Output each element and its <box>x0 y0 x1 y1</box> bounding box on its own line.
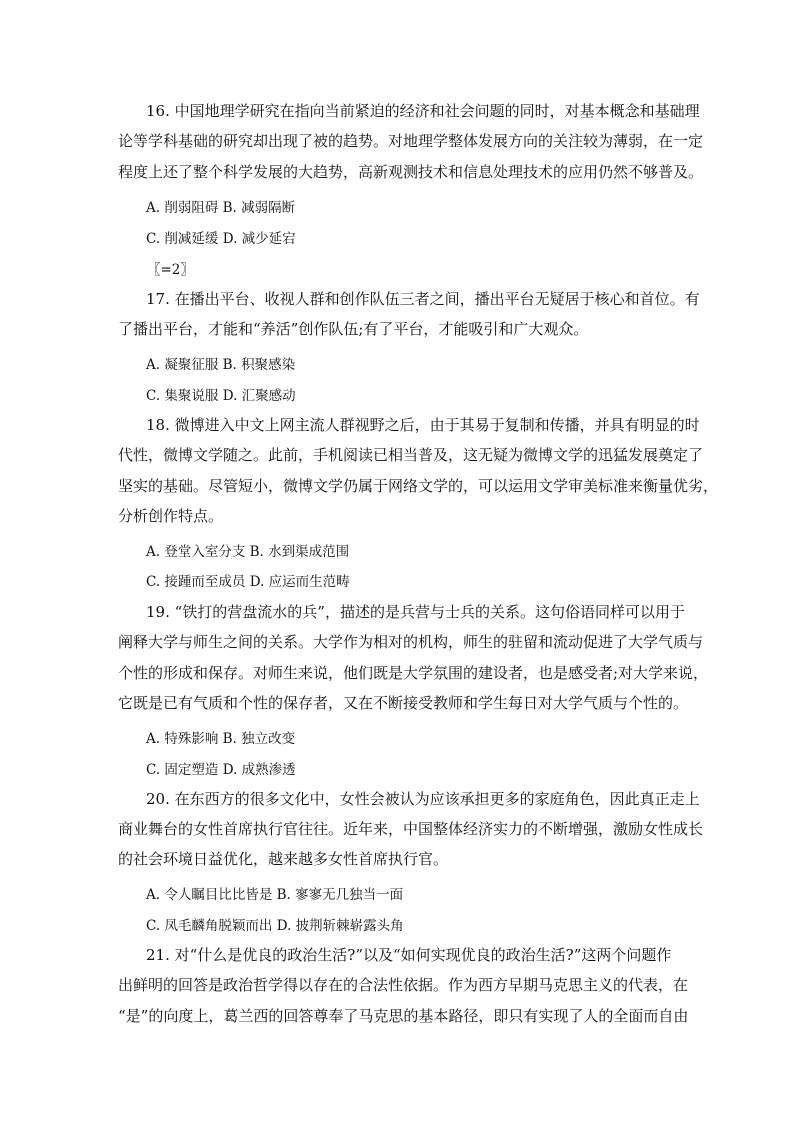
question-20-text-line-1: 20. 在东西方的很多文化中，女性会被认为应该承担更多的家庭角色，因此真正走上 <box>146 790 700 808</box>
question-18-text-line-4: 分析创作特点。 <box>118 507 224 525</box>
question-20-text-line-3: 的社会环境日益优化，越来越多女性首席执行官。 <box>118 850 449 868</box>
question-17-text-line-1: 17. 在播出平台、收视人群和创作队伍三者之间，播出平台无疑居于核心和首位。有 <box>146 290 700 308</box>
answer-marker: 〖=2〗 <box>147 262 194 278</box>
question-16-option-cd: C. 削减延缓 D. 减少延宕 <box>146 231 296 247</box>
question-20-option-cd: C. 凤毛麟角脱颖而出 D. 披荆斩棘崭露头角 <box>146 918 404 934</box>
question-16-text-line-1: 16. 中国地理学研究在指向当前紧迫的经济和社会问题的同时，对基本概念和基础理 <box>146 102 700 120</box>
question-17-text-line-2: 了播出平台，才能和“养活”创作队伍;有了平台，才能吸引和广大观众。 <box>118 320 589 338</box>
question-21-text-line-1: 21. 对“什么是优良的政治生活?”以及“如何实现优良的政治生活?”这两个问题作 <box>146 946 672 964</box>
question-19-option-cd: C. 固定塑造 D. 成熟渗透 <box>146 762 296 778</box>
question-19-text-line-4: 它既是已有气质和个性的保存者，又在不断接受教师和学生每日对大学气质与个性的。 <box>118 694 689 712</box>
question-17-option-cd: C. 集聚说服 D. 汇聚感动 <box>146 388 296 404</box>
question-18-text-line-2: 代性，微博文学随之。此前，手机阅读已相当普及，这无疑为微博文学的迅猛发展奠定了 <box>118 446 704 464</box>
question-20-text-line-2: 商业舞台的女性首席执行官往往。近年来，中国整体经济实力的不断增强，激励女性成长 <box>118 820 704 838</box>
question-19-text-line-2: 阐释大学与师生之间的关系。大学作为相对的机构，师生的驻留和流动促进了大学气质与 <box>118 633 704 651</box>
question-19-text-line-3: 个性的形成和保存。对师生来说，他们既是大学氛围的建设者，也是感受者;对大学来说， <box>118 664 709 682</box>
question-19-text-line-1: 19. “铁打的营盘流水的兵”，描述的是兵营与士兵的关系。这句俗语同样可以用于 <box>146 603 685 621</box>
question-16-text-line-3: 程度上还了整个科学发展的大趋势，高新观测技术和信息处理技术的应用仍然不够普及。 <box>118 163 704 181</box>
question-16-option-ab: A. 削弱阻碍 B. 减弱隔断 <box>146 200 296 216</box>
question-18-option-cd: C. 接踵而至成员 D. 应运而生范畴 <box>146 574 350 590</box>
question-20-option-ab: A. 令人瞩目比比皆是 B. 寥寥无几独当一面 <box>146 887 404 903</box>
question-18-option-ab: A. 登堂入室分支 B. 水到渠成范围 <box>146 544 350 560</box>
question-18-text-line-3: 坚实的基础。尽管短小，微博文学仍属于网络文学的，可以运用文学审美标准来衡量优劣， <box>118 477 719 495</box>
question-21-text-line-3: “是”的向度上，葛兰西的回答尊奉了马克思的基本路径，即只有实现了人的全面而自由 <box>118 1007 689 1025</box>
question-19-option-ab: A. 特殊影响 B. 独立改变 <box>146 731 296 747</box>
question-16-text-line-2: 论等学科基础的研究却出现了被的趋势。对地理学整体发展方向的关注较为薄弱，在一定 <box>118 132 704 150</box>
question-17-option-ab: A. 凝聚征服 B. 积聚感染 <box>146 357 296 373</box>
question-18-text-line-1: 18. 微博进入中文上网主流人群视野之后，由于其易于复制和传播，并具有明显的时 <box>146 416 700 434</box>
question-21-text-line-2: 出鲜明的回答是政治哲学得以存在的合法性依据。作为西方早期马克思主义的代表，在 <box>118 976 689 994</box>
